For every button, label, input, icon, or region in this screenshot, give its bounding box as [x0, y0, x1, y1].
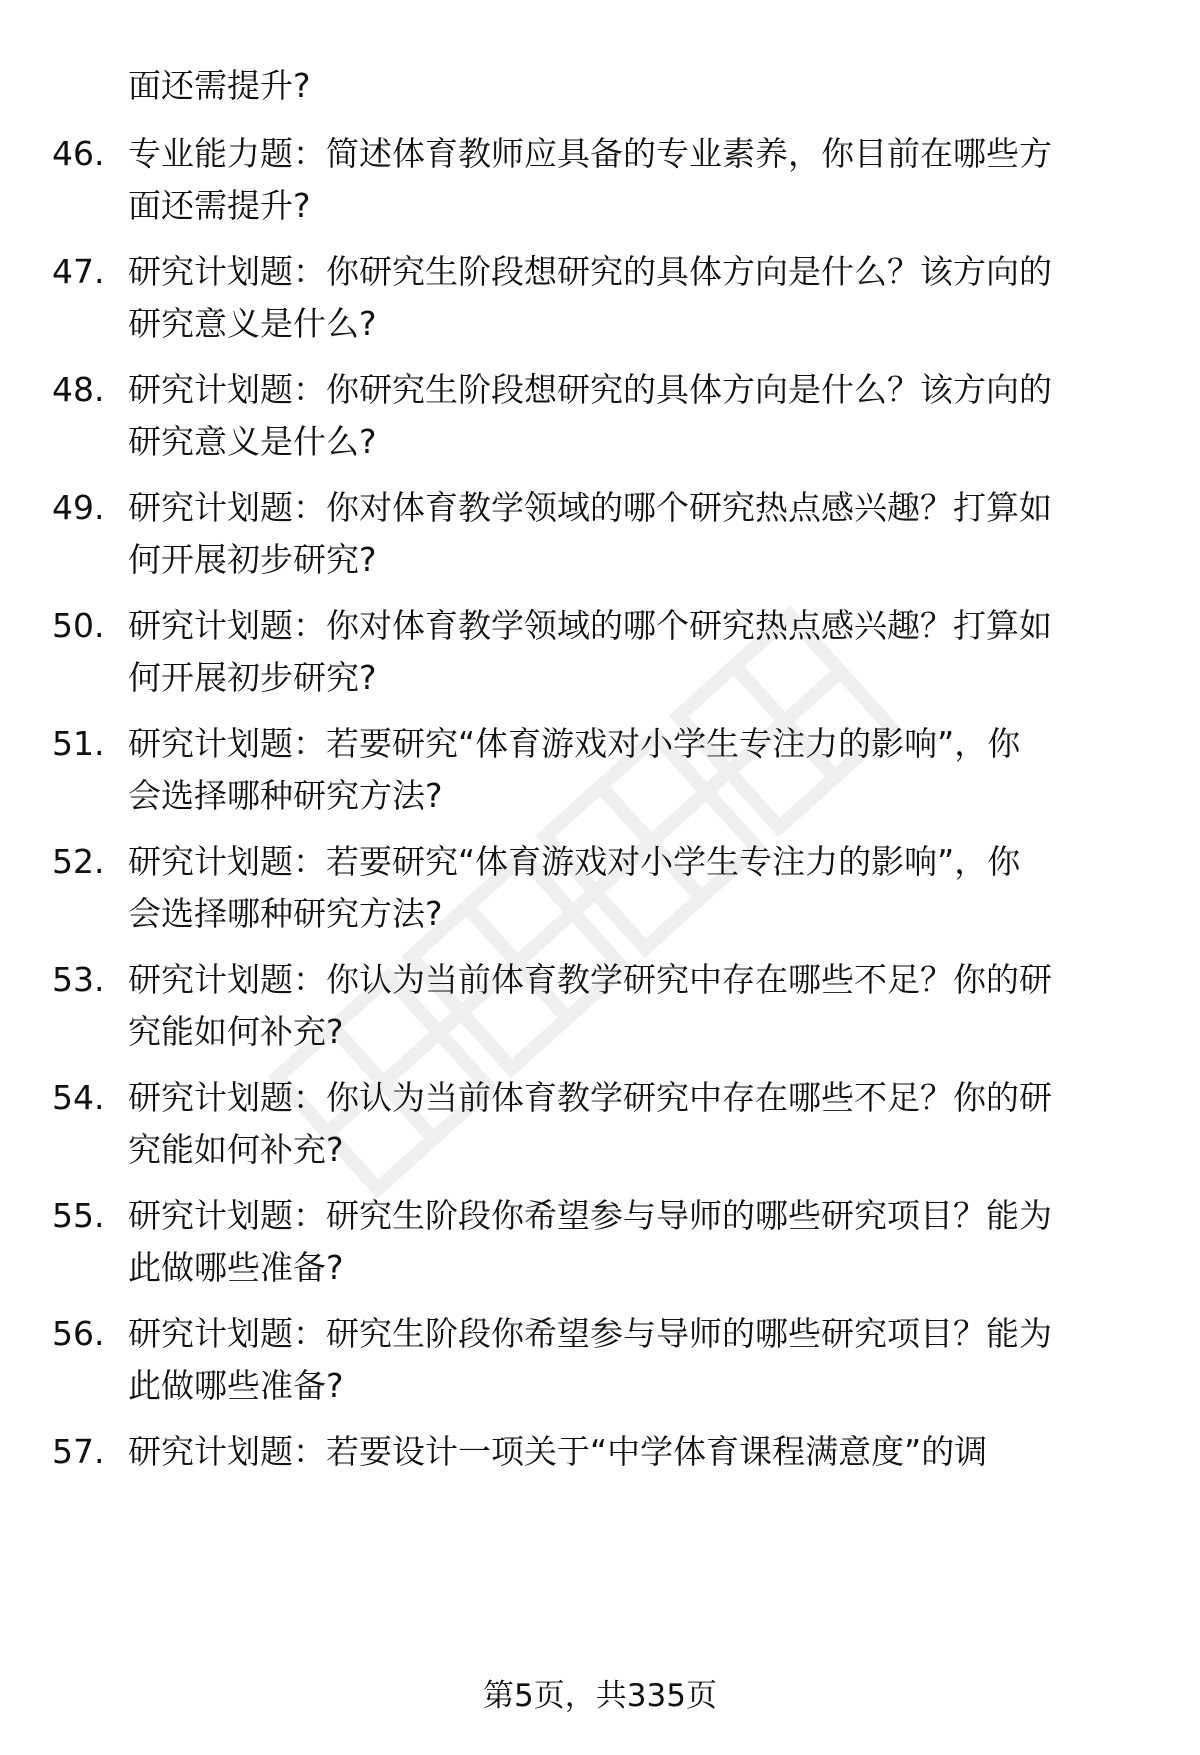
continued-text: 面还需提升?: [128, 66, 311, 105]
item-number: 46.: [52, 134, 105, 173]
item-text-line1: 研究计划题：你认为当前体育教学研究中存在哪些不足？你的研: [128, 1078, 1052, 1117]
item-number: 50.: [52, 606, 105, 645]
item-text-line2: 何开展初步研究?: [128, 540, 377, 579]
item-text-line2: 此做哪些准备?: [128, 1366, 344, 1405]
item-number: 55.: [52, 1196, 105, 1235]
item-number: 57.: [52, 1432, 105, 1471]
item-text-line2: 此做哪些准备?: [128, 1248, 344, 1287]
item-text-line1: 研究计划题：你研究生阶段想研究的具体方向是什么？该方向的: [128, 252, 1052, 291]
item-number: 53.: [52, 960, 105, 999]
item-text-line1: 研究计划题：若要设计一项关于“中学体育课程满意度”的调: [128, 1432, 988, 1471]
item-text-line1: 研究计划题：若要研究“体育游戏对小学生专注力的影响”，你: [128, 724, 1021, 763]
item-number: 47.: [52, 252, 105, 291]
item-text-line2: 究能如何补充?: [128, 1012, 344, 1051]
item-text-line2: 会选择哪种研究方法?: [128, 894, 443, 933]
page-footer: 第5页，共335页: [483, 1678, 717, 1714]
item-number: 52.: [52, 842, 105, 881]
item-number: 49.: [52, 488, 105, 527]
item-text-line1: 研究计划题：研究生阶段你希望参与导师的哪些研究项目？能为: [128, 1196, 1052, 1235]
item-number: 48.: [52, 370, 105, 409]
item-text-line2: 何开展初步研究?: [128, 658, 377, 697]
item-number: 56.: [52, 1314, 105, 1353]
item-text-line1: 研究计划题：若要研究“体育游戏对小学生专注力的影响”，你: [128, 842, 1021, 881]
item-text-line2: 研究意义是什么?: [128, 422, 377, 461]
item-text-line2: 研究意义是什么?: [128, 304, 377, 343]
item-text-line2: 究能如何补充?: [128, 1130, 344, 1169]
item-text-line2: 会选择哪种研究方法?: [128, 776, 443, 815]
item-text-line1: 研究计划题：你对体育教学领域的哪个研究热点感兴趣？打算如: [128, 606, 1052, 645]
item-text-line1: 研究计划题：你对体育教学领域的哪个研究热点感兴趣？打算如: [128, 488, 1052, 527]
item-number: 54.: [52, 1078, 105, 1117]
item-text-line1: 研究计划题：研究生阶段你希望参与导师的哪些研究项目？能为: [128, 1314, 1052, 1353]
item-text-line1: 研究计划题：你认为当前体育教学研究中存在哪些不足？你的研: [128, 960, 1052, 999]
item-text-line1: 专业能力题：简述体育教师应具备的专业素养，你目前在哪些方: [128, 134, 1052, 173]
item-text-line2: 面还需提升?: [128, 186, 311, 225]
item-text-line1: 研究计划题：你研究生阶段想研究的具体方向是什么？该方向的: [128, 370, 1052, 409]
item-number: 51.: [52, 724, 105, 763]
